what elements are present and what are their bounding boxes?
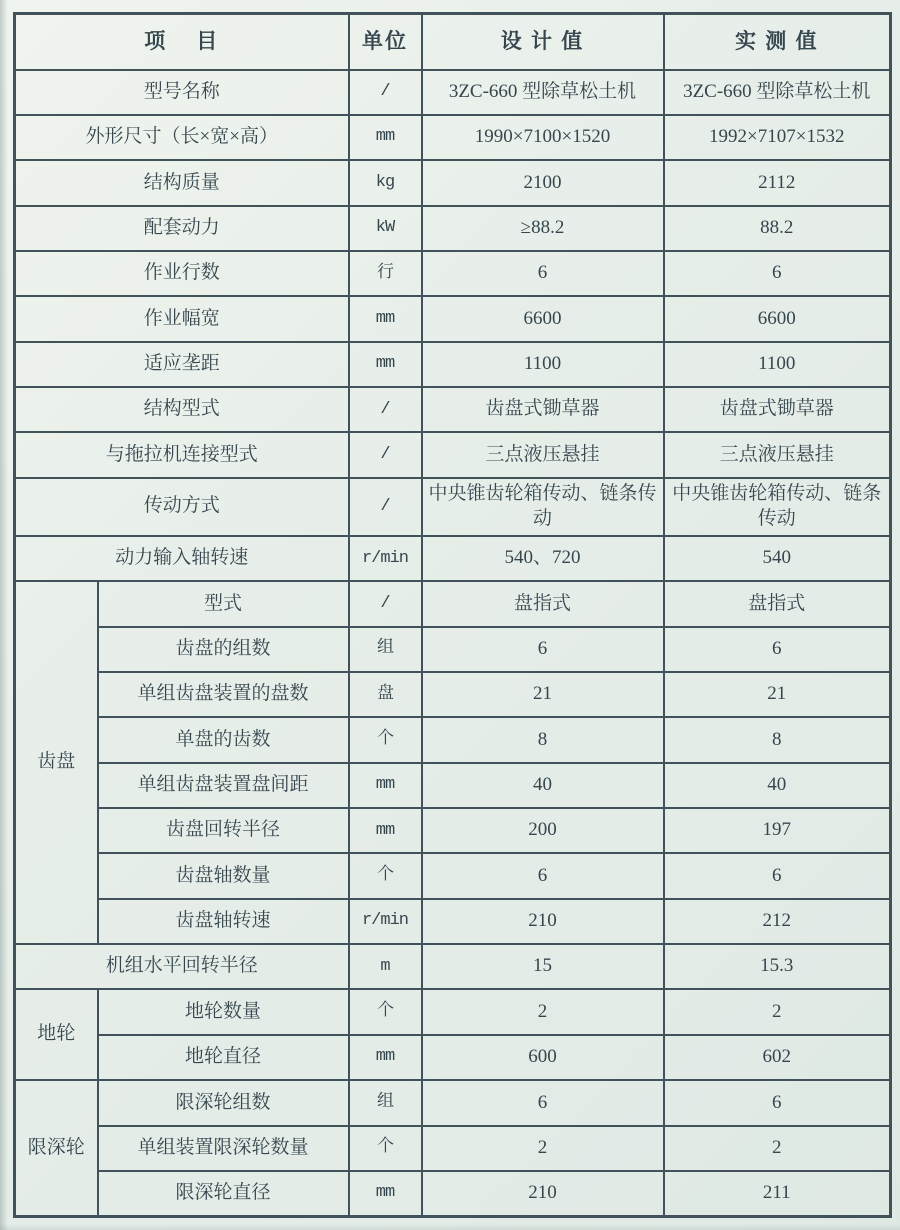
unit-label: mm [349,115,422,160]
unit-label: r/min [349,899,422,944]
table-row [15,989,891,1034]
measured-value: 40 [664,763,891,808]
item-label: 齿盘回转半径 [98,808,349,853]
table-row [15,1126,891,1171]
group-label: 地轮 [15,989,98,1080]
spec-table [13,12,892,1218]
item-label: 齿盘轴数量 [98,853,349,898]
measured-value: 6 [664,853,891,898]
item-label: 结构型式 [15,387,349,432]
item-label: 型式 [98,581,349,626]
unit-label: 盘 [349,672,422,717]
header-unit: 单位 [349,14,422,70]
design-value: 210 [422,1171,664,1217]
item-label: 单组齿盘装置的盘数 [98,672,349,717]
table-row [15,478,891,536]
item-label: 限深轮组数 [98,1080,349,1125]
table-row [15,853,891,898]
item-label: 作业行数 [15,251,349,296]
unit-label: / [349,581,422,626]
group-label: 限深轮 [15,1080,98,1216]
header-measured-value: 实 测 值 [664,14,891,70]
table-row [15,899,891,944]
measured-value: 1992×7107×1532 [664,115,891,160]
unit-label: m [349,944,422,989]
measured-value: 540 [664,536,891,581]
table-row [15,717,891,762]
unit-label: 个 [349,853,422,898]
measured-value: 盘指式 [664,581,891,626]
table-row [15,160,891,205]
measured-value: 211 [664,1171,891,1217]
unit-label: mm [349,296,422,341]
table-row [15,1171,891,1217]
measured-value: 197 [664,808,891,853]
table-row [15,70,891,115]
design-value: 1100 [422,342,664,387]
table-row [15,1080,891,1125]
design-value: 2 [422,989,664,1034]
design-value: 2100 [422,160,664,205]
measured-value: 8 [664,717,891,762]
table-row [15,251,891,296]
measured-value: 齿盘式锄草器 [664,387,891,432]
measured-value: 15.3 [664,944,891,989]
design-value: 40 [422,763,664,808]
design-value: 210 [422,899,664,944]
table-row [15,627,891,672]
item-label: 单盘的齿数 [98,717,349,762]
item-label: 机组水平回转半径 [15,944,349,989]
unit-label: 个 [349,989,422,1034]
item-label: 限深轮直径 [98,1171,349,1217]
measured-value: 2 [664,989,891,1034]
item-label: 型号名称 [15,70,349,115]
item-label: 结构质量 [15,160,349,205]
table-row [15,536,891,581]
design-value: 中央锥齿轮箱传动、链条传动 [422,478,664,536]
table-row [15,1035,891,1080]
table-row [15,581,891,626]
design-value: 600 [422,1035,664,1080]
unit-label: r/min [349,536,422,581]
table-row [15,808,891,853]
table-row [15,296,891,341]
unit-label: 组 [349,1080,422,1125]
unit-label: / [349,387,422,432]
design-value: 3ZC-660 型除草松土机 [422,70,664,115]
unit-label: / [349,70,422,115]
measured-value: 212 [664,899,891,944]
unit-label: 行 [349,251,422,296]
unit-label: 组 [349,627,422,672]
measured-value: 6 [664,251,891,296]
unit-label: mm [349,763,422,808]
item-label: 作业幅宽 [15,296,349,341]
group-label: 齿盘 [15,581,98,944]
table-row [15,206,891,251]
item-label: 与拖拉机连接型式 [15,432,349,477]
unit-label: mm [349,1035,422,1080]
design-value: 8 [422,717,664,762]
measured-value: 3ZC-660 型除草松土机 [664,70,891,115]
design-value: 6600 [422,296,664,341]
measured-value: 三点液压悬挂 [664,432,891,477]
table-row [15,342,891,387]
measured-value: 2 [664,1126,891,1171]
item-label: 齿盘的组数 [98,627,349,672]
table-row [15,387,891,432]
unit-label: mm [349,1171,422,1217]
header-item: 项 目 [15,14,349,70]
design-value: 6 [422,1080,664,1125]
item-label: 单组齿盘装置盘间距 [98,763,349,808]
item-label: 配套动力 [15,206,349,251]
design-value: 盘指式 [422,581,664,626]
table-body [15,70,891,1217]
item-label: 传动方式 [15,478,349,536]
table-row [15,432,891,477]
design-value: 齿盘式锄草器 [422,387,664,432]
unit-label: mm [349,808,422,853]
measured-value: 中央锥齿轮箱传动、链条传动 [664,478,891,536]
item-label: 适应垄距 [15,342,349,387]
design-value: 2 [422,1126,664,1171]
measured-value: 602 [664,1035,891,1080]
table-row [15,115,891,160]
design-value: 6 [422,251,664,296]
design-value: ≥88.2 [422,206,664,251]
measured-value: 2112 [664,160,891,205]
design-value: 15 [422,944,664,989]
table-header [15,14,891,70]
unit-label: / [349,432,422,477]
measured-value: 6 [664,1080,891,1125]
design-value: 三点液压悬挂 [422,432,664,477]
measured-value: 6 [664,627,891,672]
design-value: 200 [422,808,664,853]
table-row [15,672,891,717]
measured-value: 1100 [664,342,891,387]
design-value: 1990×7100×1520 [422,115,664,160]
table-row [15,763,891,808]
unit-label: kg [349,160,422,205]
design-value: 6 [422,853,664,898]
header-design-value: 设 计 值 [422,14,664,70]
unit-label: / [349,478,422,536]
table-row [15,944,891,989]
unit-label: 个 [349,717,422,762]
header-row [15,14,891,70]
item-label: 动力输入轴转速 [15,536,349,581]
item-label: 地轮数量 [98,989,349,1034]
unit-label: mm [349,342,422,387]
item-label: 单组装置限深轮数量 [98,1126,349,1171]
design-value: 540、720 [422,536,664,581]
unit-label: kW [349,206,422,251]
design-value: 6 [422,627,664,672]
item-label: 外形尺寸（长×宽×高） [15,115,349,160]
design-value: 21 [422,672,664,717]
measured-value: 6600 [664,296,891,341]
item-label: 地轮直径 [98,1035,349,1080]
unit-label: 个 [349,1126,422,1171]
item-label: 齿盘轴转速 [98,899,349,944]
measured-value: 21 [664,672,891,717]
measured-value: 88.2 [664,206,891,251]
